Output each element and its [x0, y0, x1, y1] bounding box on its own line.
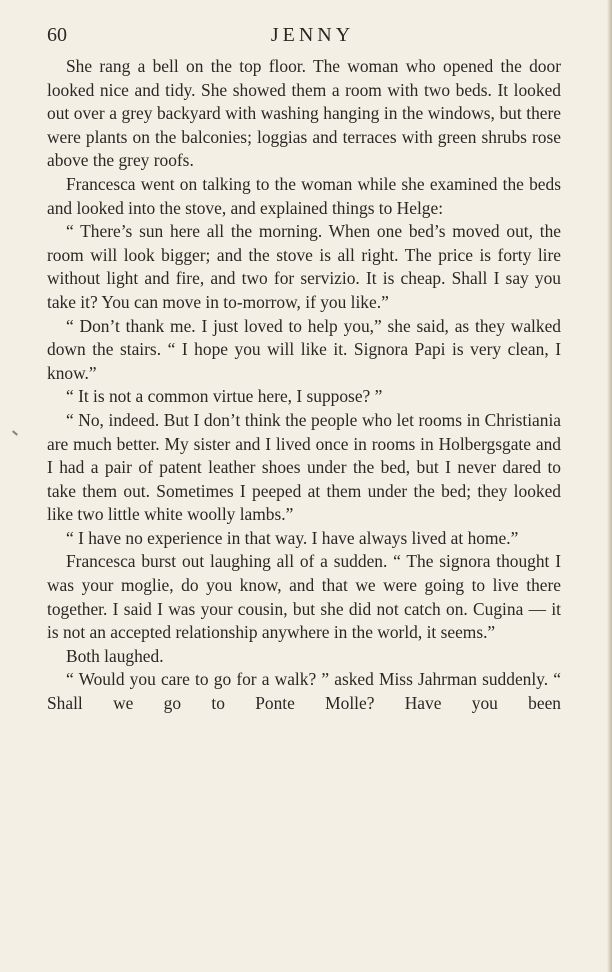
running-head — [47, 20, 560, 50]
paragraph: “ No, indeed. But I don’t think the people who let rooms in Christiania are much better. My sister and I lived once in rooms in Holbergsgate and I had a pair of patent leather shoes under the bed, but I never dared to take them out. Sometimes I peeped at them under the bed; they looked like two little white woolly lambs.” — [47, 409, 561, 525]
paragraph: “ Don’t thank me. I just loved to help you,” she said, as they walked down the stairs. “ I hope you will like it. Signora Papi is very clean, I know.” — [47, 315, 561, 383]
paragraph: She rang a bell on the top floor. The woman who opened the door looked nice and tidy. She showed them a room with two beds. It looked out over a grey backyard with washing hanging in the windows, but there were plants on the balconies; loggias and terraces with green shrubs rose above the grey roofs. — [47, 56, 561, 171]
paragraph: Francesca burst out laughing all of a sudden. “ The signora thought I was your moglie, do you know, and that we were going to live there together. I said I was your cousin, but she did not catch on. Cugina — it is not an accepted relationship anywhere in the world, it seems.” — [47, 551, 561, 643]
paragraph: “ I have no experience in that way. I have always lived at home.” — [66, 527, 519, 548]
paragraph: Both laughed. — [66, 645, 164, 666]
paragraph: Francesca went on talking to the woman while she examined the beds and looked into the stove, and explained things to Helge: — [47, 173, 561, 218]
running-title: JENNY — [270, 24, 355, 46]
paragraph: “ It is not a common virtue here, I suppose? ” — [66, 386, 383, 407]
paragraph: “ Would you care to go for a walk? ” asked Miss Jahrman suddenly. “ Shall we go to Ponte Molle? Have you been — [47, 669, 561, 714]
body-text — [47, 55, 561, 716]
stray-ink-mark — [12, 430, 18, 435]
page-number: 60 — [47, 24, 67, 46]
paragraph: “ There’s sun here all the morning. When one bed’s moved out, the room will look bigger; and the stove is all right. The price is forty lire without light and fire, and two for servizio. It is cheap. Shall I say you take it? You can move in to-morrow, if you like.” — [47, 221, 561, 312]
page-edge-shadow — [607, 0, 612, 972]
